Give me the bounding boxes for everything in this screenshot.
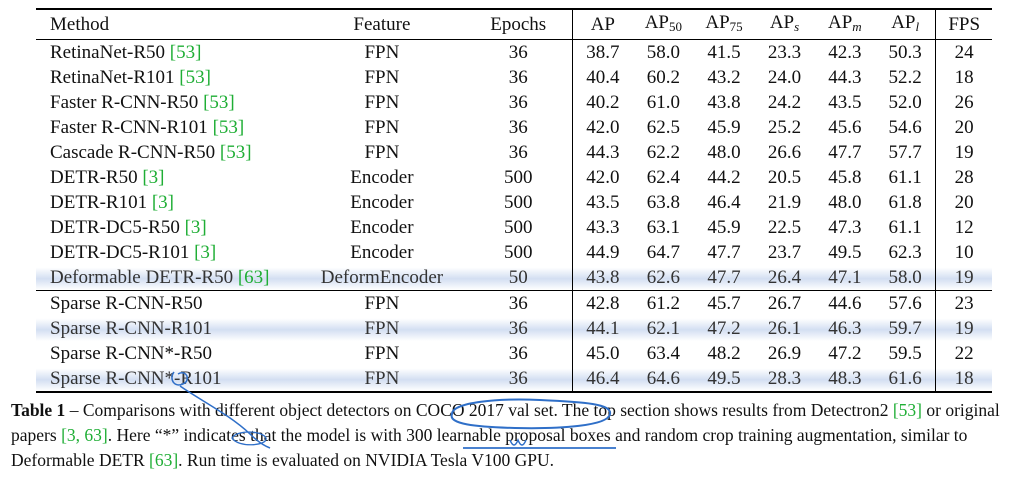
cell-apl: 50.3 <box>888 42 922 63</box>
cell-aps: 20.5 <box>767 167 802 188</box>
table-row <box>36 115 992 140</box>
cell-apl: 59.7 <box>875 316 936 341</box>
cell-ap: 44.9 <box>586 242 620 263</box>
header-aps <box>754 9 814 40</box>
cell-method <box>36 90 299 115</box>
header-apl-sub: l <box>915 19 920 34</box>
cell-ap50: 64.6 <box>633 366 694 392</box>
method-name: DETR-R101 <box>50 192 152 213</box>
header-apl <box>875 9 936 40</box>
cell-feature: Encoder <box>350 242 414 263</box>
header-ap50 <box>633 9 694 40</box>
cell-ap75: 48.2 <box>707 343 741 364</box>
cell-apm: 47.2 <box>828 343 862 364</box>
method-name: Cascade R-CNN-R50 <box>50 142 220 163</box>
cell-apl: 62.3 <box>888 242 922 263</box>
cell-fps: 19 <box>936 140 992 165</box>
table-row <box>36 90 992 115</box>
cell-apm: 44.3 <box>828 67 862 88</box>
cell-aps: 24.2 <box>767 92 802 113</box>
cell-feature: Encoder <box>350 167 414 188</box>
cell-ap: 42.0 <box>586 167 620 188</box>
cell-epochs: 36 <box>465 115 572 140</box>
cell-fps: 12 <box>936 215 992 240</box>
cell-epochs: 36 <box>465 90 572 115</box>
cell-aps: 26.4 <box>754 265 814 291</box>
cell-ap: 38.7 <box>586 42 620 63</box>
table-row <box>36 291 992 317</box>
cell-fps: 24 <box>936 40 992 66</box>
header-ap75-sub: 75 <box>729 19 743 34</box>
table-row <box>36 265 992 291</box>
cell-epochs: 36 <box>465 341 572 366</box>
table-row <box>36 40 992 66</box>
cell-aps: 25.2 <box>767 117 802 138</box>
cell-ap: 44.3 <box>586 142 620 163</box>
cell-fps: 26 <box>936 90 992 115</box>
cell-ap: 40.4 <box>586 67 620 88</box>
table-row <box>36 140 992 165</box>
cell-fps: 22 <box>936 341 992 366</box>
method-name: DETR-R50 <box>50 167 143 188</box>
cell-ap50: 61.0 <box>646 92 680 113</box>
cell-apm: 47.1 <box>815 265 875 291</box>
cell-epochs: 36 <box>465 291 572 317</box>
cell-epochs: 36 <box>465 366 572 392</box>
cell-aps: 26.6 <box>767 142 802 163</box>
cell-apm: 42.3 <box>828 42 862 63</box>
cell-method <box>36 165 299 190</box>
table-row <box>36 316 992 341</box>
cell-ap: 43.5 <box>586 192 620 213</box>
cell-ap75: 46.4 <box>707 192 741 213</box>
cell-apl: 52.0 <box>888 92 922 113</box>
cell-ap: 46.4 <box>572 366 633 392</box>
cell-ap50: 63.1 <box>646 217 680 238</box>
caption-text-2: or original papers <box>11 400 1000 445</box>
cell-ap50: 63.4 <box>646 343 680 364</box>
table-row <box>36 165 992 190</box>
cell-apl: 54.6 <box>888 117 922 138</box>
cell-feature: FPN <box>299 316 465 341</box>
cell-epochs: 36 <box>465 140 572 165</box>
cell-ap50: 62.6 <box>633 265 694 291</box>
cell-apl: 57.6 <box>875 291 936 317</box>
citation-link[interactable]: [3] <box>184 217 207 238</box>
header-apm-base: AP <box>828 12 853 33</box>
table-row <box>36 190 992 215</box>
cell-apm: 45.6 <box>828 117 862 138</box>
cell-apm: 48.3 <box>815 366 875 392</box>
cell-ap75: 47.2 <box>694 316 755 341</box>
cell-ap50: 62.1 <box>633 316 694 341</box>
cell-ap: 45.0 <box>586 343 620 364</box>
cell-method <box>36 316 299 341</box>
cell-ap75: 48.0 <box>707 142 741 163</box>
cell-method <box>36 240 299 265</box>
baseline-group <box>36 40 992 291</box>
table-row <box>36 240 992 265</box>
header-ap50-base: AP <box>644 12 669 33</box>
cell-aps: 23.7 <box>767 242 802 263</box>
cell-fps: 18 <box>936 366 992 392</box>
cell-feature: FPN <box>299 291 465 317</box>
cell-feature: Encoder <box>350 192 414 213</box>
cell-apm: 49.5 <box>828 242 862 263</box>
cell-ap: 42.0 <box>586 117 620 138</box>
method-name: RetinaNet-R101 <box>50 67 180 88</box>
table-row <box>36 366 992 392</box>
cell-apl: 61.1 <box>888 167 922 188</box>
cell-feature: FPN <box>364 67 400 88</box>
cell-apl: 57.7 <box>888 142 922 163</box>
citation-link[interactable]: [53] <box>212 117 245 138</box>
cell-method <box>36 291 299 317</box>
cell-apl: 58.0 <box>875 265 936 291</box>
cell-method <box>36 265 299 291</box>
cell-apm: 44.6 <box>815 291 875 317</box>
cell-method <box>36 190 299 215</box>
caption-ref-63[interactable]: [63] <box>149 450 179 470</box>
header-ap: AP <box>572 9 633 40</box>
cell-ap50: 63.8 <box>646 192 680 213</box>
header-aps-base: AP <box>769 12 795 33</box>
cell-epochs: 500 <box>465 190 572 215</box>
table-header-row <box>36 9 992 40</box>
cell-feature: FPN <box>364 92 400 113</box>
header-ap50-sub: 50 <box>669 19 682 34</box>
citation-link[interactable]: [63] <box>237 267 270 288</box>
cell-epochs: 36 <box>465 316 572 341</box>
cell-method <box>36 366 299 392</box>
method-name: Sparse R-CNN*-R101 <box>50 368 222 389</box>
cell-ap: 42.8 <box>572 291 633 317</box>
cell-epochs: 36 <box>465 40 572 66</box>
cell-fps: 19 <box>936 316 992 341</box>
method-name: Deformable DETR-R50 <box>50 267 238 288</box>
table-row <box>36 215 992 240</box>
cell-method <box>36 140 299 165</box>
caption-ref-3-63[interactable]: [3, 63] <box>61 425 108 445</box>
header-ap75 <box>694 9 755 40</box>
citation-link[interactable]: [3] <box>194 242 217 263</box>
citation-link[interactable]: [53] <box>203 92 235 113</box>
sparse-rcnn-group <box>36 291 992 393</box>
cell-aps: 22.5 <box>767 217 802 238</box>
cell-aps: 28.3 <box>754 366 814 392</box>
citation-link[interactable]: [53] <box>219 142 252 163</box>
cell-fps: 20 <box>936 115 992 140</box>
citation-link[interactable]: [3] <box>142 167 165 188</box>
cell-ap75: 47.7 <box>694 265 755 291</box>
cell-method <box>36 40 299 66</box>
cell-feature: FPN <box>364 117 400 138</box>
header-method: Method <box>36 9 299 40</box>
cell-fps: 19 <box>936 265 992 291</box>
cell-apm: 43.5 <box>828 92 862 113</box>
caption-text-4: . Run time is evaluated on NVIDIA Tesla V100 GPU. <box>178 450 554 470</box>
cell-feature: Encoder <box>350 217 414 238</box>
table-row <box>36 341 992 366</box>
cell-method <box>36 115 299 140</box>
cell-ap75: 45.7 <box>694 291 755 317</box>
cell-method <box>36 215 299 240</box>
header-feature: Feature <box>299 9 465 40</box>
method-name: Sparse R-CNN-R101 <box>50 318 213 339</box>
table-row <box>36 65 992 90</box>
header-apl-base: AP <box>891 12 916 33</box>
cell-ap75: 45.9 <box>707 117 741 138</box>
citation-link[interactable]: [3] <box>151 192 175 213</box>
method-name: DETR-DC5-R50 <box>50 217 185 238</box>
header-fps: FPS <box>936 9 992 40</box>
cell-fps: 10 <box>936 240 992 265</box>
table-caption <box>11 398 1031 473</box>
caption-label: Table 1 <box>11 400 66 420</box>
cell-aps: 24.0 <box>767 67 802 88</box>
cell-epochs: 500 <box>465 215 572 240</box>
cell-aps: 23.3 <box>767 42 802 63</box>
citation-link[interactable]: [53] <box>169 42 202 63</box>
cell-ap: 44.1 <box>572 316 633 341</box>
header-ap75-base: AP <box>705 12 730 33</box>
cell-fps: 20 <box>936 190 992 215</box>
cell-apl: 59.5 <box>888 343 922 364</box>
header-aps-sub: s <box>794 19 800 34</box>
cell-ap75: 47.7 <box>707 242 741 263</box>
cell-ap: 43.3 <box>586 217 620 238</box>
header-apm-sub: m <box>852 19 862 34</box>
cell-ap50: 64.7 <box>646 242 680 263</box>
cell-ap50: 61.2 <box>633 291 694 317</box>
cell-method <box>36 341 299 366</box>
cell-ap: 40.2 <box>586 92 620 113</box>
cell-feature: FPN <box>299 366 465 392</box>
cell-ap75: 43.8 <box>707 92 741 113</box>
cell-feature: FPN <box>364 42 400 63</box>
caption-text-1: – Comparisons with different object detectors on COCO 2017 val set. The top section shows results from Detectron2 <box>65 400 893 420</box>
method-name: Sparse R-CNN-R50 <box>50 293 203 314</box>
cell-fps: 18 <box>936 65 992 90</box>
cell-ap75: 45.9 <box>707 217 741 238</box>
cell-apm: 45.8 <box>828 167 862 188</box>
cell-ap50: 62.2 <box>646 142 680 163</box>
cell-apm: 48.0 <box>828 192 862 213</box>
cell-ap50: 62.5 <box>646 117 680 138</box>
method-name: RetinaNet-R50 <box>50 42 170 63</box>
caption-ref-53[interactable]: [53] <box>892 400 923 420</box>
method-name: Faster R-CNN-R101 <box>50 117 213 138</box>
cell-epochs: 36 <box>465 65 572 90</box>
header-apm <box>815 9 875 40</box>
cell-ap50: 58.0 <box>646 42 680 63</box>
cell-ap50: 62.4 <box>646 167 680 188</box>
comparison-table <box>36 8 992 393</box>
cell-apl: 61.8 <box>888 192 922 213</box>
cell-aps: 21.9 <box>767 192 802 213</box>
method-name: Sparse R-CNN*-R50 <box>50 343 213 364</box>
cell-feature: FPN <box>364 343 400 364</box>
cell-apl: 61.1 <box>888 217 922 238</box>
cell-aps: 26.1 <box>754 316 814 341</box>
cell-feature: DeformEncoder <box>299 265 465 291</box>
cell-aps: 26.9 <box>767 343 802 364</box>
method-name: DETR-DC5-R101 <box>50 242 195 263</box>
cell-ap75: 41.5 <box>707 42 741 63</box>
cell-ap75: 43.2 <box>707 67 741 88</box>
cell-epochs: 50 <box>465 265 572 291</box>
cell-ap75: 44.2 <box>707 167 741 188</box>
caption-text-3: . Here “*” indicates that the model is with 300 learnable proposal boxes and random crop training augmentation, similar to Deformable DETR <box>11 425 968 470</box>
header-epochs: Epochs <box>465 9 572 40</box>
cell-apm: 47.7 <box>828 142 862 163</box>
cell-fps: 28 <box>936 165 992 190</box>
cell-ap75: 49.5 <box>694 366 755 392</box>
cell-fps: 23 <box>936 291 992 317</box>
cell-apm: 47.3 <box>828 217 862 238</box>
cell-apl: 52.2 <box>888 67 922 88</box>
cell-ap: 43.8 <box>572 265 633 291</box>
cell-epochs: 500 <box>465 240 572 265</box>
cell-epochs: 500 <box>465 165 572 190</box>
cell-ap50: 60.2 <box>646 67 680 88</box>
cell-feature: FPN <box>364 142 400 163</box>
cell-method <box>36 65 299 90</box>
method-name: Faster R-CNN-R50 <box>50 92 204 113</box>
cell-aps: 26.7 <box>754 291 814 317</box>
cell-apm: 46.3 <box>815 316 875 341</box>
cell-apl: 61.6 <box>875 366 936 392</box>
citation-link[interactable]: [53] <box>179 67 211 88</box>
